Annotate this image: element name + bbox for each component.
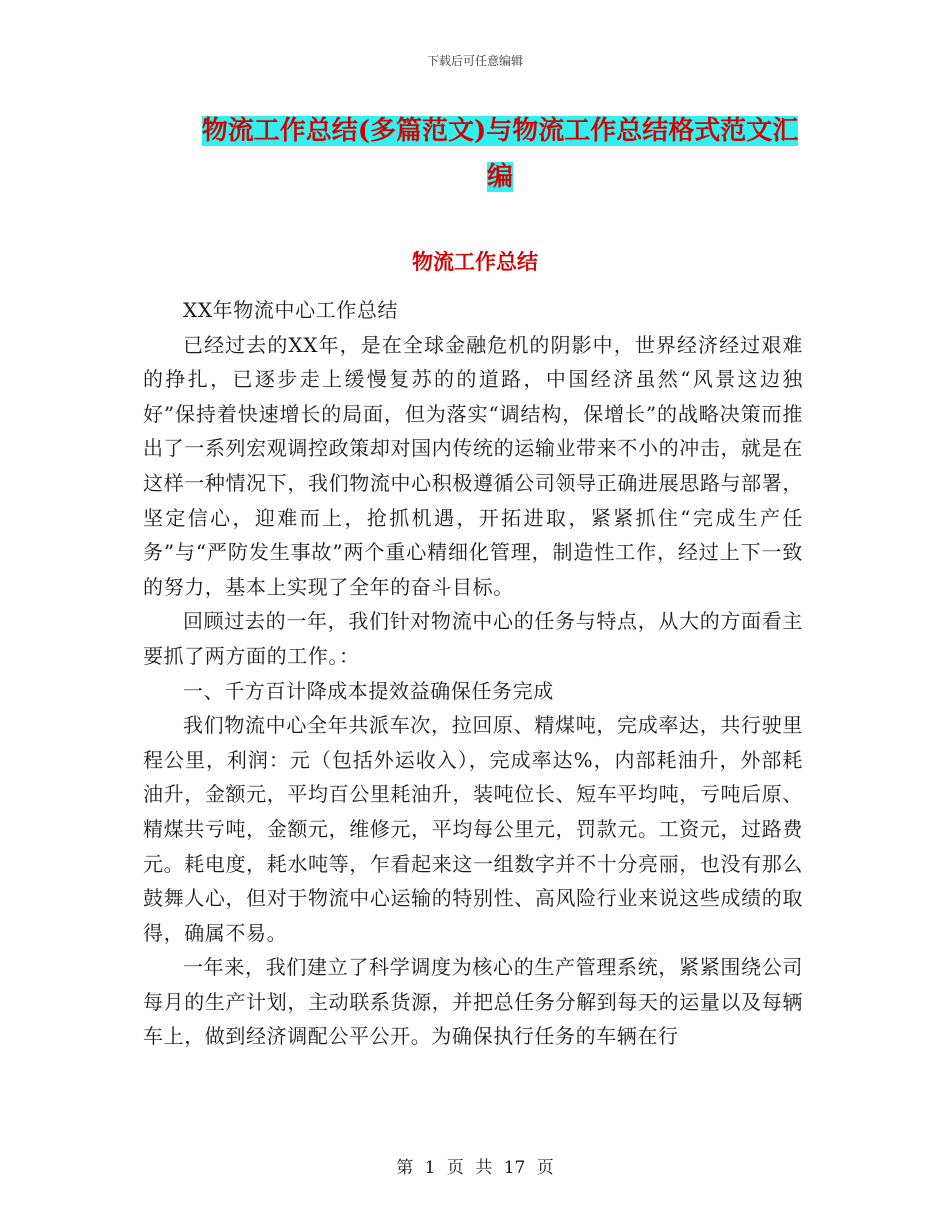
- page-footer: 第 1 页 共 17 页: [396, 1158, 554, 1178]
- document-title-text: 物流工作总结(多篇范文)与物流工作总结格式范文汇编: [201, 116, 799, 192]
- body-text: [143, 293, 803, 1054]
- paragraph: 我们物流中心全年共派车次，拉回原、精煤吨，完成率达，共行驶里程公里，利润：元（包括外运收入），完成率达%，内部耗油升，外部耗油升，金额元，平均百公里耗油升，装吨位长、短车平均吨，亏吨后原、精煤共亏吨，金额元，维修元，平均每公里元，罚款元。工资元，过路费元。耗电度，耗水吨等，乍看起来这一组数字并不十分亮丽，也没有那么鼓舞人心，但对于物流中心运输的特别性、高风险行业来说这些成绩的取得，确属不易。: [143, 713, 803, 945]
- document-title: [190, 108, 810, 200]
- paragraph: 已经过去的XX年，是在全球金融危机的阴影中，世界经济经过艰难的挣扎，已逐步走上缓慢复苏的的道路，中国经济虽然“风景这边独好”保持着快速增长的局面，但为落实“调结构，保增长”的战略决策而推出了一系列宏观调控政策却对国内传统的运输业带来不小的冲击，就是在这样一种情况下，我们物流中心积极遵循公司领导正确进展思路与部署，坚定信心，迎难而上，抢抓机遇，开拓进取，紧紧抓住“完成生产任务”与“严防发生事故”两个重心精细化管理，制造性工作，经过上下一致的努力，基本上实现了全年的奋斗目标。: [143, 332, 803, 599]
- section-title: 物流工作总结: [412, 250, 538, 274]
- paragraph-subtitle: XX年物流中心工作总结: [183, 298, 399, 322]
- header-note: 下载后可任意编辑: [426, 54, 523, 68]
- paragraph-heading: 一、千方百计降成本提效益确保任务完成: [183, 678, 554, 703]
- paragraph: 一年来，我们建立了科学调度为核心的生产管理系统，紧紧围绕公司每月的生产计划，主动联系货源，并把总任务分解到每天的运量以及每辆车上，做到经济调配公平公开。为确保执行任务的车辆在行: [143, 955, 803, 1049]
- paragraph: 回顾过去的一年，我们针对物流中心的任务与特点，从大的方面看主要抓了两方面的工作。：: [143, 609, 803, 668]
